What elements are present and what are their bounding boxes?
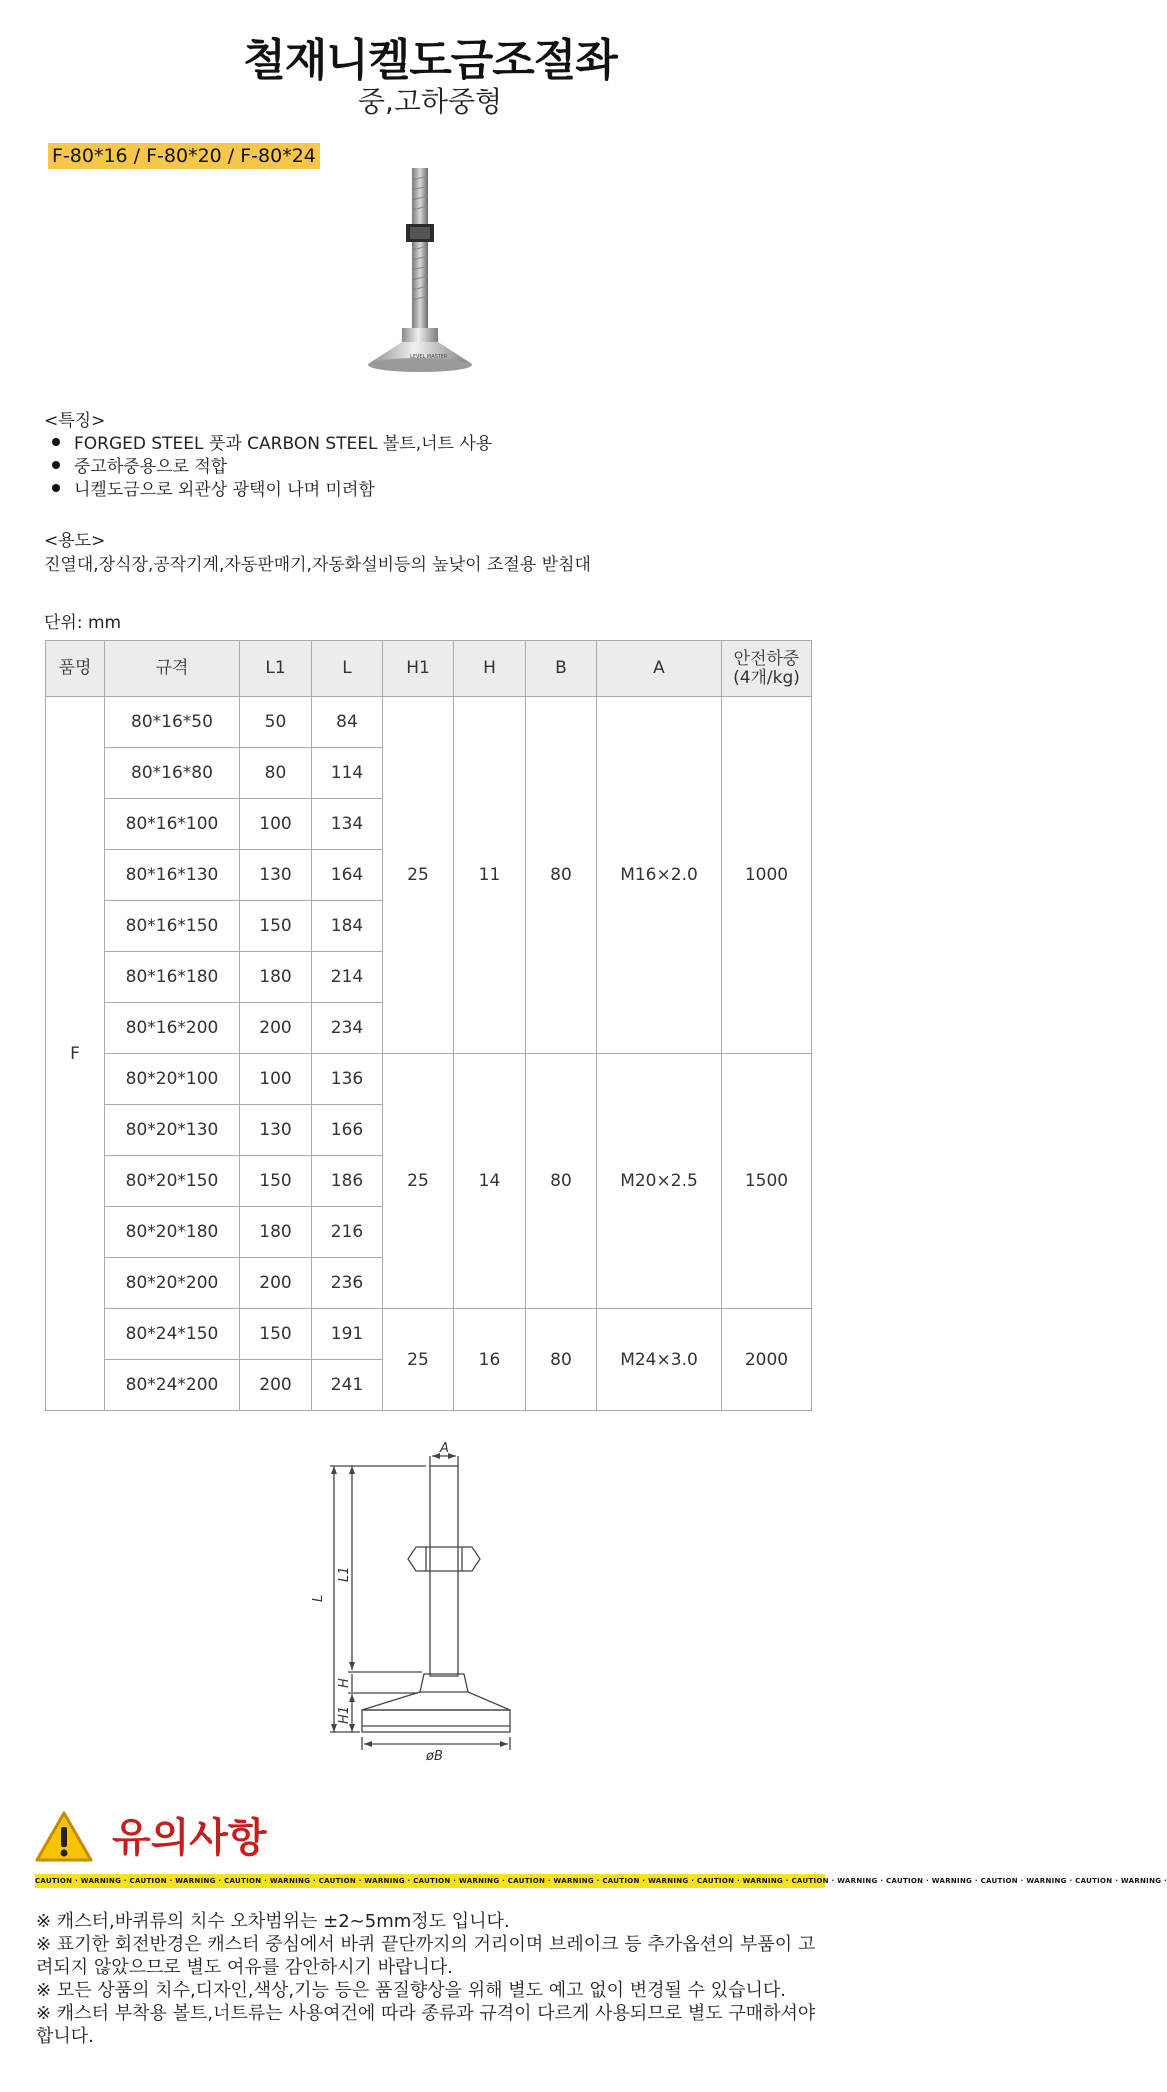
notice-item: ※ 캐스터 부착용 볼트,너트류는 사용여건에 따라 종류과 규격이 다르게 사용되므로 별도 구매하셔야 합니다.: [36, 2003, 816, 2047]
load-cell: 2000: [722, 1309, 812, 1411]
l-cell: 184: [312, 901, 383, 952]
spec-cell: 80*16*150: [105, 901, 240, 952]
page-subtitle: 중,고하중형: [357, 85, 503, 118]
l1-cell: 200: [240, 1003, 312, 1054]
spec-cell: 80*24*150: [105, 1309, 240, 1360]
a-cell: M16×2.0: [597, 697, 722, 1054]
notice-item: ※ 표기한 회전반경은 캐스터 중심에서 바퀴 끝단까지의 거리이며 브레이크 등 추가옵션의 부품이 고려되지 않았으므로 별도 여유를 감안하시기 바랍니다.: [36, 1934, 816, 1978]
product-photo: [350, 150, 490, 390]
page-title: 철재니켈도금조절좌: [243, 35, 617, 86]
caution-tape: CAUTION · WARNING · CAUTION · WARNING · CAUTION · WARNING · CAUTION · WARNING · CAUTION · WARNING · CAUTION · WARNING · CAUTION · WARNING · CAUTION · WARNING · CAUTION · WARNING · CAUTION · WARNING · CAUTION · WARNING · CAUTION · WARNING ·: [35, 1874, 825, 1888]
l-cell: 114: [312, 748, 383, 799]
spec-cell: 80*16*180: [105, 952, 240, 1003]
l-cell: 134: [312, 799, 383, 850]
table-row: [46, 697, 812, 748]
spec-cell: 80*20*130: [105, 1105, 240, 1156]
load-cell: 1000: [722, 697, 812, 1054]
feature-item: 중고하중용으로 적합: [44, 453, 492, 476]
spec-cell: 80*20*200: [105, 1258, 240, 1309]
l1-cell: 150: [240, 901, 312, 952]
spec-cell: 80*20*150: [105, 1156, 240, 1207]
dim-label-h: H: [337, 1678, 352, 1688]
warning-icon: [34, 1810, 94, 1864]
dim-label-a: A: [440, 1441, 449, 1456]
col-header-spec: 규격: [105, 641, 240, 697]
l-cell: 234: [312, 1003, 383, 1054]
table-row: [46, 1309, 812, 1360]
features-list: [44, 430, 492, 499]
h-cell: 16: [454, 1309, 526, 1411]
col-header-h1: H1: [383, 641, 454, 697]
b-cell: 80: [526, 1054, 597, 1309]
b-cell: 80: [526, 697, 597, 1054]
feature-item: 니켈도금으로 외관상 광택이 나며 미려함: [44, 476, 492, 499]
l1-cell: 130: [240, 850, 312, 901]
l-cell: 166: [312, 1105, 383, 1156]
bullet-icon: [52, 438, 60, 446]
feature-item: FORGED STEEL 풋과 CARBON STEEL 볼트,너트 사용: [44, 430, 492, 453]
dim-label-b: øB: [426, 1749, 443, 1764]
l-cell: 191: [312, 1309, 383, 1360]
a-cell: M20×2.5: [597, 1054, 722, 1309]
col-header-b: B: [526, 641, 597, 697]
spec-cell: 80*16*50: [105, 697, 240, 748]
spec-cell: 80*16*200: [105, 1003, 240, 1054]
features-heading: <특징>: [44, 411, 106, 431]
col-header-load: 안전하중 (4개/kg): [722, 641, 812, 697]
l-cell: 216: [312, 1207, 383, 1258]
l1-cell: 100: [240, 799, 312, 850]
l1-cell: 80: [240, 748, 312, 799]
photo-label: LEVEL MASTER: [410, 354, 448, 360]
l1-cell: 100: [240, 1054, 312, 1105]
spec-cell: 80*20*100: [105, 1054, 240, 1105]
l1-cell: 150: [240, 1156, 312, 1207]
l1-cell: 180: [240, 1207, 312, 1258]
spec-cell: 80*16*130: [105, 850, 240, 901]
l-cell: 84: [312, 697, 383, 748]
spec-cell: 80*24*200: [105, 1360, 240, 1411]
bullet-icon: [52, 461, 60, 469]
a-cell: M24×3.0: [597, 1309, 722, 1411]
l1-cell: 50: [240, 697, 312, 748]
notice-item: ※ 모든 상품의 치수,디자인,색상,기능 등은 품질향상을 위해 별도 예고 없이 변경될 수 있습니다.: [36, 1980, 786, 2001]
col-header-h: H: [454, 641, 526, 697]
dim-label-h1: H1: [337, 1705, 352, 1724]
spec-table: [45, 640, 812, 1411]
l1-cell: 130: [240, 1105, 312, 1156]
spec-cell: 80*20*180: [105, 1207, 240, 1258]
bullet-icon: [52, 484, 60, 492]
dim-label-l: L: [311, 1594, 326, 1602]
l1-cell: 200: [240, 1360, 312, 1411]
l1-cell: 200: [240, 1258, 312, 1309]
col-header-name: 품명: [46, 641, 105, 697]
table-row: [46, 1054, 812, 1105]
notice-item: ※ 캐스터,바퀴류의 치수 오차범위는 ±2~5mm정도 입니다.: [36, 1911, 510, 1932]
l-cell: 186: [312, 1156, 383, 1207]
l-cell: 136: [312, 1054, 383, 1105]
l-cell: 214: [312, 952, 383, 1003]
load-cell: 1500: [722, 1054, 812, 1309]
l1-cell: 180: [240, 952, 312, 1003]
col-header-a: A: [597, 641, 722, 697]
usage-text: 진열대,장식장,공작기계,자동판매기,자동화설비등의 높낮이 조절용 받침대: [44, 555, 591, 575]
l1-cell: 150: [240, 1309, 312, 1360]
h1-cell: 25: [383, 697, 454, 1054]
model-tag: F-80*16 / F-80*20 / F-80*24: [48, 143, 320, 169]
dim-label-l1: L1: [337, 1566, 352, 1582]
h1-cell: 25: [383, 1054, 454, 1309]
caution-title: 유의사항: [112, 1815, 267, 1861]
notice-section: [36, 1910, 826, 2048]
spec-cell: 80*16*100: [105, 799, 240, 850]
product-name-cell: F: [46, 697, 105, 1411]
h-cell: 14: [454, 1054, 526, 1309]
b-cell: 80: [526, 1309, 597, 1411]
l-cell: 236: [312, 1258, 383, 1309]
col-header-l1: L1: [240, 641, 312, 697]
l-cell: 241: [312, 1360, 383, 1411]
usage-heading: <용도>: [44, 531, 106, 551]
l-cell: 164: [312, 850, 383, 901]
unit-label: 단위: mm: [44, 613, 122, 633]
spec-cell: 80*16*80: [105, 748, 240, 799]
col-header-l: L: [312, 641, 383, 697]
table-header-row: [46, 641, 812, 697]
h-cell: 11: [454, 697, 526, 1054]
h1-cell: 25: [383, 1309, 454, 1411]
dimension-diagram: [290, 1442, 580, 1772]
